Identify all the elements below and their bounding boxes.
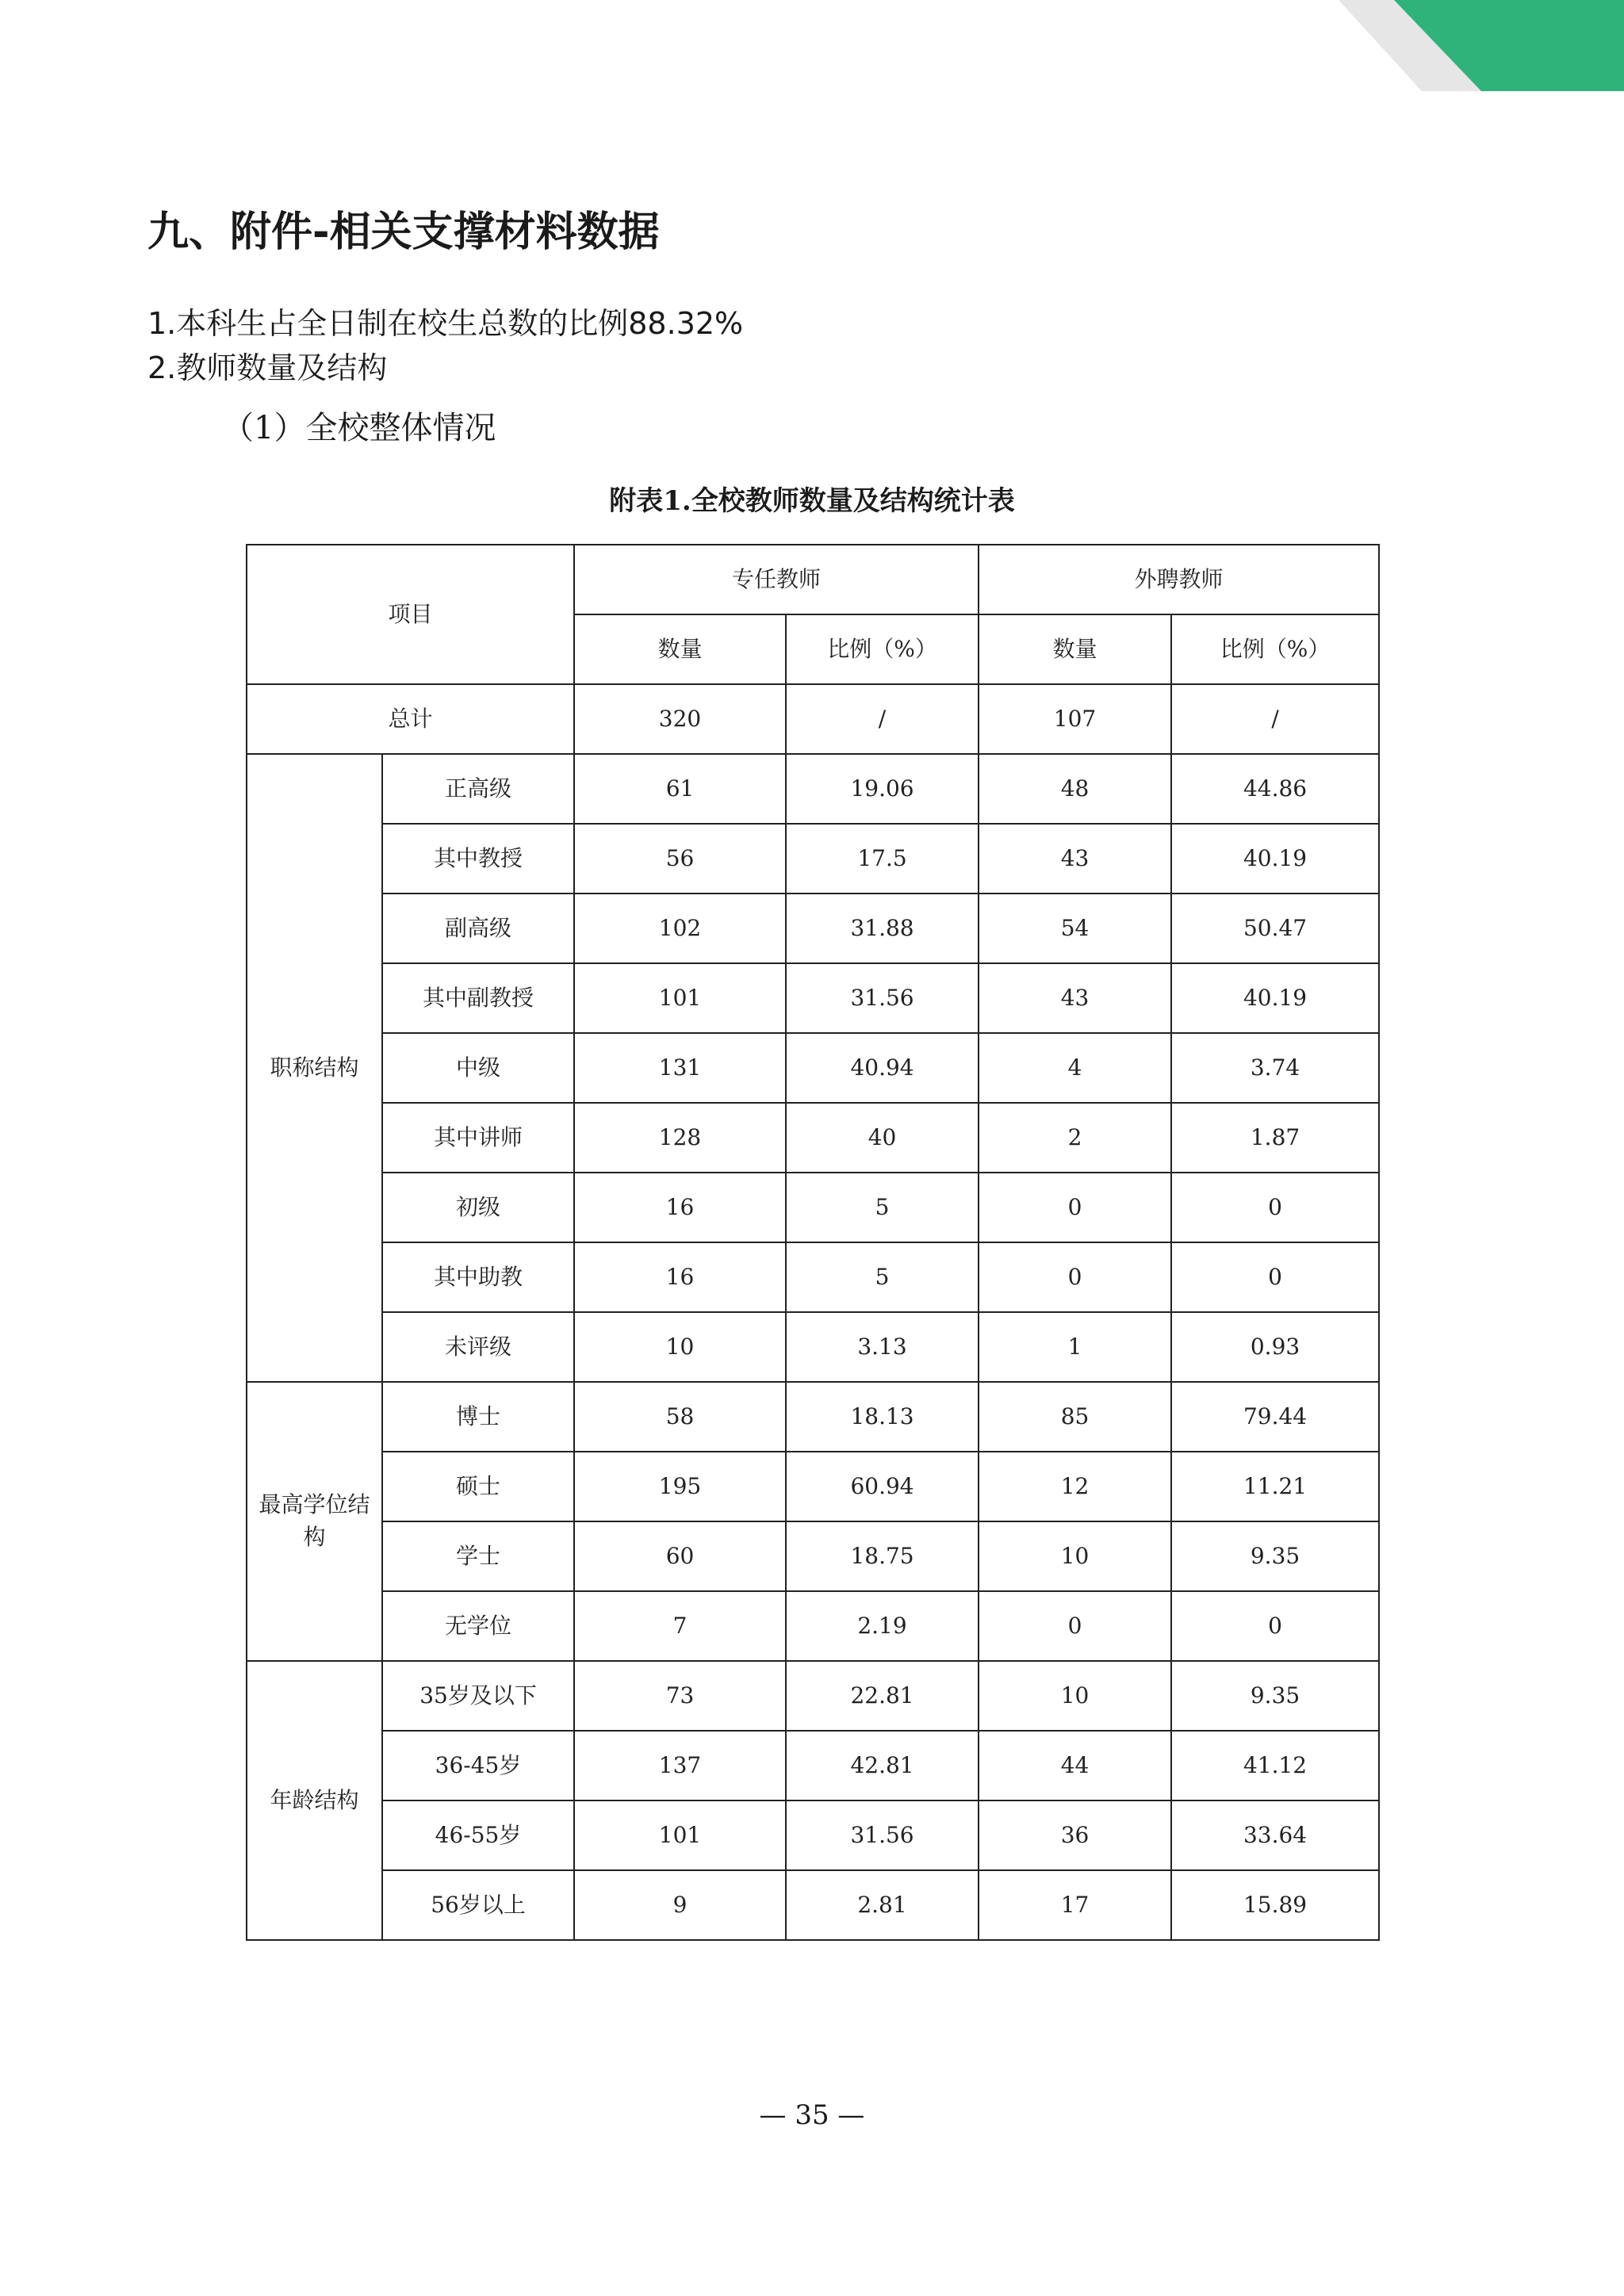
ft-ratio: 31.56 <box>786 1800 979 1870</box>
row-label: 初级 <box>382 1173 574 1242</box>
table-row <box>247 1312 1379 1382</box>
group-label: 职称结构 <box>247 754 382 1382</box>
ft-count: 60 <box>574 1521 786 1591</box>
ex-ratio: 79.44 <box>1171 1382 1379 1452</box>
ft-count: 101 <box>574 1800 786 1870</box>
table-row <box>247 1661 1379 1731</box>
header-ex-ratio: 比例（%） <box>1171 614 1379 684</box>
ex-count: 0 <box>979 1242 1171 1312</box>
ft-ratio: 60.94 <box>786 1452 979 1521</box>
ex-ratio: 40.19 <box>1171 824 1379 894</box>
table-row <box>247 1521 1379 1591</box>
ft-ratio: 3.13 <box>786 1312 979 1382</box>
table-row <box>247 1452 1379 1521</box>
ex-ratio: 50.47 <box>1171 894 1379 963</box>
row-label: 36-45岁 <box>382 1731 574 1800</box>
row-label: 其中副教授 <box>382 963 574 1033</box>
ft-count: 195 <box>574 1452 786 1521</box>
ex-count: 4 <box>979 1033 1171 1103</box>
ex-ratio: 0 <box>1171 1173 1379 1242</box>
ex-count: 10 <box>979 1661 1171 1731</box>
ex-count: 36 <box>979 1800 1171 1870</box>
ft-ratio: 17.5 <box>786 824 979 894</box>
row-label: 硕士 <box>382 1452 574 1521</box>
ex-ratio: 3.74 <box>1171 1033 1379 1103</box>
ft-count: 128 <box>574 1103 786 1173</box>
ft-count: 102 <box>574 894 786 963</box>
ft-ratio: 40.94 <box>786 1033 979 1103</box>
ex-ratio: 0 <box>1171 1591 1379 1661</box>
ft-ratio: 40 <box>786 1103 979 1173</box>
teacher-structure-table <box>246 544 1380 1941</box>
group-label: 最高学位结构 <box>247 1382 382 1661</box>
ex-ratio: 9.35 <box>1171 1661 1379 1731</box>
table-row <box>247 1103 1379 1173</box>
row-label: 正高级 <box>382 754 574 824</box>
ft-ratio: 31.88 <box>786 894 979 963</box>
ex-count: 2 <box>979 1103 1171 1173</box>
table-row <box>247 1870 1379 1940</box>
item-undergrad-ratio: 1.本科生占全日制在校生总数的比例88.32% <box>147 306 744 341</box>
total-ft-ratio: / <box>786 684 979 754</box>
ex-count: 12 <box>979 1452 1171 1521</box>
ex-ratio: 44.86 <box>1171 754 1379 824</box>
ft-count: 61 <box>574 754 786 824</box>
ft-ratio: 31.56 <box>786 963 979 1033</box>
row-label: 其中教授 <box>382 824 574 894</box>
row-label: 副高级 <box>382 894 574 963</box>
group-label: 年龄结构 <box>247 1661 382 1940</box>
ex-ratio: 41.12 <box>1171 1731 1379 1800</box>
row-label: 博士 <box>382 1382 574 1452</box>
ft-count: 101 <box>574 963 786 1033</box>
ex-ratio: 15.89 <box>1171 1870 1379 1940</box>
header-ft-count: 数量 <box>574 614 786 684</box>
ex-ratio: 33.64 <box>1171 1800 1379 1870</box>
header-ft-ratio: 比例（%） <box>786 614 979 684</box>
table-row <box>247 1731 1379 1800</box>
ft-count: 73 <box>574 1661 786 1731</box>
ft-ratio: 42.81 <box>786 1731 979 1800</box>
table-row <box>247 1800 1379 1870</box>
row-label: 其中助教 <box>382 1242 574 1312</box>
section-heading: 九、附件-相关支撑材料数据 <box>147 209 660 256</box>
table-row <box>247 1382 1379 1452</box>
ft-ratio: 18.13 <box>786 1382 979 1452</box>
ex-count: 54 <box>979 894 1171 963</box>
ex-ratio: 0 <box>1171 1242 1379 1312</box>
ft-count: 131 <box>574 1033 786 1103</box>
ex-count: 44 <box>979 1731 1171 1800</box>
table-row <box>247 894 1379 963</box>
table-row <box>247 963 1379 1033</box>
page-number: — 35 — <box>759 2099 865 2131</box>
ex-ratio: 40.19 <box>1171 963 1379 1033</box>
ft-count: 56 <box>574 824 786 894</box>
header-ex-count: 数量 <box>979 614 1171 684</box>
header-row <box>247 545 1379 614</box>
ft-count: 58 <box>574 1382 786 1452</box>
ex-ratio: 0.93 <box>1171 1312 1379 1382</box>
ft-count: 16 <box>574 1173 786 1242</box>
ft-ratio: 5 <box>786 1242 979 1312</box>
ft-ratio: 2.19 <box>786 1591 979 1661</box>
ft-ratio: 19.06 <box>786 754 979 824</box>
table-row <box>247 824 1379 894</box>
ex-ratio: 1.87 <box>1171 1103 1379 1173</box>
ft-count: 10 <box>574 1312 786 1382</box>
ex-count: 10 <box>979 1521 1171 1591</box>
ex-count: 17 <box>979 1870 1171 1940</box>
ex-count: 48 <box>979 754 1171 824</box>
ex-count: 43 <box>979 963 1171 1033</box>
ex-count: 43 <box>979 824 1171 894</box>
total-ex-ratio: / <box>1171 684 1379 754</box>
total-ft-count: 320 <box>574 684 786 754</box>
row-label: 中级 <box>382 1033 574 1103</box>
row-label: 无学位 <box>382 1591 574 1661</box>
ft-ratio: 18.75 <box>786 1521 979 1591</box>
total-label: 总计 <box>247 684 574 754</box>
ex-count: 85 <box>979 1382 1171 1452</box>
ex-count: 0 <box>979 1173 1171 1242</box>
row-label: 56岁以上 <box>382 1870 574 1940</box>
ft-count: 7 <box>574 1591 786 1661</box>
row-label: 46-55岁 <box>382 1800 574 1870</box>
table-caption: 附表1.全校教师数量及结构统计表 <box>609 485 1015 517</box>
row-label: 未评级 <box>382 1312 574 1382</box>
header-external: 外聘教师 <box>979 545 1379 614</box>
ex-ratio: 11.21 <box>1171 1452 1379 1521</box>
header-full-time: 专任教师 <box>574 545 979 614</box>
subheading-overall: （1）全校整体情况 <box>222 410 496 446</box>
ft-ratio: 2.81 <box>786 1870 979 1940</box>
table-row <box>247 1033 1379 1103</box>
ex-ratio: 9.35 <box>1171 1521 1379 1591</box>
total-ex-count: 107 <box>979 684 1171 754</box>
ft-count: 16 <box>574 1242 786 1312</box>
ft-count: 9 <box>574 1870 786 1940</box>
header-item: 项目 <box>247 545 574 684</box>
row-label: 35岁及以下 <box>382 1661 574 1731</box>
ex-count: 0 <box>979 1591 1171 1661</box>
item-teacher-structure: 2.教师数量及结构 <box>147 350 388 385</box>
ft-ratio: 22.81 <box>786 1661 979 1731</box>
row-label: 其中讲师 <box>382 1103 574 1173</box>
table-row <box>247 1242 1379 1312</box>
ft-ratio: 5 <box>786 1173 979 1242</box>
row-label: 学士 <box>382 1521 574 1591</box>
table-row <box>247 1173 1379 1242</box>
ex-count: 1 <box>979 1312 1171 1382</box>
total-row <box>247 684 1379 754</box>
table-row <box>247 1591 1379 1661</box>
corner-decoration <box>1243 0 1624 91</box>
ft-count: 137 <box>574 1731 786 1800</box>
table-row <box>247 754 1379 824</box>
